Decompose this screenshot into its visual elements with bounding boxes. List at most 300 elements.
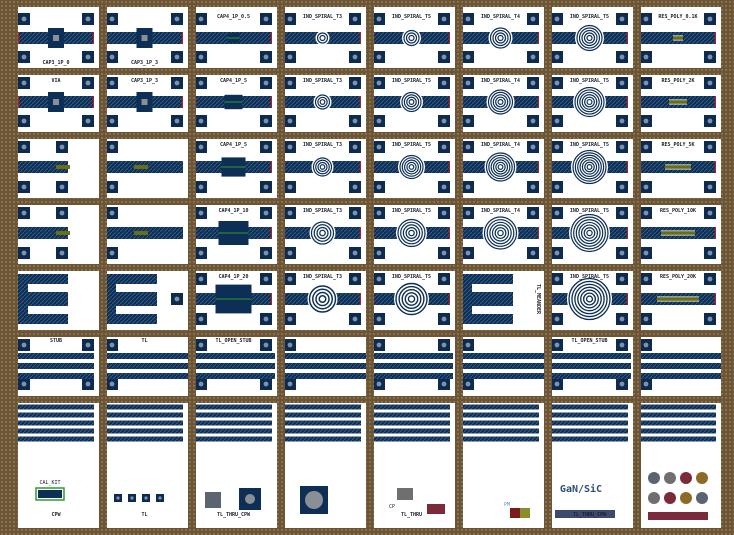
probe-pad-dot xyxy=(175,17,180,22)
cpw-line xyxy=(106,429,183,434)
probe-pad-dot xyxy=(620,211,625,216)
cell-label: TL xyxy=(141,338,148,344)
cpw-line xyxy=(373,429,450,434)
ground-mark xyxy=(449,293,450,305)
probe-pad-dot xyxy=(110,251,115,256)
probe-pad-dot xyxy=(377,17,382,22)
device-cell xyxy=(551,273,628,325)
probe-pad-dot xyxy=(264,251,269,256)
probe-pad-dot xyxy=(199,382,204,387)
ground-mark xyxy=(715,293,716,305)
cp-label: CP xyxy=(389,504,396,510)
cpw-line xyxy=(195,437,272,442)
test-pad-dot xyxy=(245,494,255,504)
marker-circle xyxy=(648,472,660,484)
cell-label: RES_POLY_10K xyxy=(659,208,697,214)
cell-label: IND_SPIRAL_T5 xyxy=(569,208,610,214)
via-square xyxy=(53,99,59,105)
device-cell xyxy=(195,141,272,193)
probe-pad-dot xyxy=(708,81,713,86)
probe-pad-dot xyxy=(288,17,293,22)
probe-pad-dot xyxy=(708,277,713,282)
device-cell xyxy=(640,77,716,127)
pm-label: PM xyxy=(504,502,511,508)
probe-pad-dot xyxy=(116,496,119,499)
cell-label: CPW xyxy=(51,512,61,518)
meander-label: TL_MEANDER xyxy=(535,283,541,315)
device-cell xyxy=(551,77,628,127)
probe-pad-dot xyxy=(199,251,204,256)
probe-pad-dot xyxy=(555,145,560,150)
test-pad-dot xyxy=(305,491,323,509)
cpw-line xyxy=(462,421,539,426)
probe-pad-dot xyxy=(466,55,471,60)
cell-label: IND_SPIRAL_T5 xyxy=(391,142,432,148)
device-cell xyxy=(373,13,450,63)
probe-pad-dot xyxy=(264,17,269,22)
cap-dielectric xyxy=(222,166,246,168)
cpw-line xyxy=(18,353,94,359)
cpw-line xyxy=(18,437,94,442)
device-cell xyxy=(462,405,539,519)
meander-gap xyxy=(472,306,523,314)
probe-pad-dot xyxy=(466,382,471,387)
device-cell xyxy=(284,77,361,127)
cell-label: TL_OPEN_STUB xyxy=(215,338,252,344)
poly-resistor xyxy=(669,100,687,104)
probe-pad-dot xyxy=(264,277,269,282)
probe-pad-dot xyxy=(555,81,560,86)
marker-circle xyxy=(696,472,708,484)
poly-resistor xyxy=(665,165,691,169)
cpw-line xyxy=(284,413,361,418)
probe-pad-dot xyxy=(288,119,293,124)
inductor-keepout xyxy=(400,91,423,114)
device-cell xyxy=(462,77,539,127)
probe-pad-dot xyxy=(620,277,625,282)
probe-pad-dot xyxy=(531,211,536,216)
probe-pad-dot xyxy=(264,145,269,150)
device-cell xyxy=(195,13,272,63)
cell-label: IND_SPIRAL_T3 xyxy=(302,208,343,214)
probe-pad-dot xyxy=(199,55,204,60)
probe-pad-dot xyxy=(288,382,293,387)
ground-mark xyxy=(360,227,361,239)
ground-mark xyxy=(715,161,716,173)
device-cell xyxy=(106,13,183,63)
device-cell xyxy=(106,207,183,259)
cpw-line xyxy=(195,413,272,418)
probe-pad-dot xyxy=(377,317,382,322)
poly-resistor xyxy=(661,231,695,235)
probe-pad-dot xyxy=(60,251,65,256)
cpw-line xyxy=(551,353,628,359)
cell-label: CAP4_1P_5 xyxy=(219,78,248,84)
probe-pad-dot xyxy=(110,81,115,86)
ground-mark xyxy=(271,161,272,173)
ground-mark xyxy=(271,227,272,239)
probe-pad-dot xyxy=(377,343,382,348)
probe-pad-dot xyxy=(110,119,115,124)
probe-pad-dot xyxy=(620,145,625,150)
probe-pad-dot xyxy=(620,185,625,190)
cell-label: CAP4_1P_5 xyxy=(219,142,248,148)
probe-pad-dot xyxy=(144,496,147,499)
device-cell xyxy=(373,141,450,193)
cell-label: IND_SPIRAL_T4 xyxy=(480,208,521,214)
device-cell xyxy=(106,405,183,503)
cell-label: IND_SPIRAL_T5 xyxy=(391,78,432,84)
ground-mark xyxy=(715,227,716,239)
cal-label: CAL_KIT xyxy=(39,480,61,486)
device-cell xyxy=(284,141,361,193)
probe-pad-dot xyxy=(353,211,358,216)
probe-pad-dot xyxy=(620,317,625,322)
cpw-line xyxy=(195,429,272,434)
cell-label: TL_THRU xyxy=(400,512,423,518)
device-cell xyxy=(462,207,539,259)
dicing-street-horizontal xyxy=(0,132,734,139)
cell-label: IND_SPIRAL_T5 xyxy=(391,14,432,20)
cpw-line xyxy=(284,429,361,434)
probe-pad-dot xyxy=(644,382,649,387)
cell-label: RES_POLY_20K xyxy=(659,274,697,280)
probe-pad-dot xyxy=(199,17,204,22)
probe-pad-dot xyxy=(110,343,115,348)
cell-label: TL_OPEN_STUB xyxy=(571,338,608,344)
probe-pad-dot xyxy=(442,17,447,22)
cpw-line xyxy=(551,413,628,418)
ground-mark xyxy=(360,293,361,305)
probe-pad-dot xyxy=(555,119,560,124)
probe-pad-dot xyxy=(442,317,447,322)
cell-label: TL_THRU_CPW xyxy=(572,512,607,518)
marker-circle xyxy=(680,472,692,484)
device-cell xyxy=(18,339,94,390)
probe-pad-dot xyxy=(22,119,27,124)
inductor-keepout xyxy=(569,213,610,254)
cell-label: IND_SPIRAL_T4 xyxy=(480,78,521,84)
marker-grey xyxy=(397,488,413,500)
probe-pad-dot xyxy=(22,185,27,190)
cpw-line xyxy=(640,373,724,379)
via-square xyxy=(142,35,148,41)
ground-mark xyxy=(538,227,539,239)
probe-pad-dot xyxy=(175,297,180,302)
cpw-line xyxy=(640,413,716,418)
cpw-line xyxy=(640,405,716,410)
meander-line xyxy=(106,274,157,324)
dicing-street-horizontal xyxy=(0,330,734,337)
ground-mark xyxy=(18,96,19,108)
inductor-keepout xyxy=(571,149,608,186)
cpw-line xyxy=(373,373,450,379)
ground-mark xyxy=(271,32,272,44)
ground-mark xyxy=(182,96,183,108)
device-cell xyxy=(462,274,523,324)
cell-label: IND_SPIRAL_T5 xyxy=(391,274,432,280)
meander-gap xyxy=(116,284,167,292)
device-cell xyxy=(640,339,724,390)
probe-pad-dot xyxy=(555,55,560,60)
probe-pad-dot xyxy=(86,17,91,22)
probe-pad-dot xyxy=(620,251,625,256)
cpw-line xyxy=(195,405,272,410)
cpw-line xyxy=(195,421,272,426)
probe-pad-dot xyxy=(377,185,382,190)
probe-pad-dot xyxy=(22,382,27,387)
probe-pad-dot xyxy=(555,277,560,282)
probe-pad-dot xyxy=(86,382,91,387)
probe-pad-dot xyxy=(175,119,180,124)
cpw-line xyxy=(551,363,628,369)
device-cell xyxy=(18,141,70,193)
probe-pad-dot xyxy=(377,211,382,216)
poly-resistor xyxy=(673,36,683,40)
ground-mark xyxy=(715,32,716,44)
probe-pad-dot xyxy=(442,145,447,150)
cpw-line xyxy=(551,405,628,410)
probe-pad-dot xyxy=(531,17,536,22)
inductor-keepout xyxy=(567,277,612,322)
device-cell xyxy=(373,405,450,515)
cpw-line xyxy=(462,437,539,442)
probe-pad-dot xyxy=(86,81,91,86)
device-cell xyxy=(18,13,94,63)
device-cell xyxy=(551,13,628,63)
probe-pad-dot xyxy=(620,119,625,124)
probe-pad-dot xyxy=(644,317,649,322)
probe-pad-dot xyxy=(288,185,293,190)
probe-pad-dot xyxy=(199,145,204,150)
meander-gap xyxy=(28,284,78,292)
cell-label: CAP3_1P_0 xyxy=(42,60,70,66)
cell-label: VIA xyxy=(51,78,61,84)
probe-pad-dot xyxy=(86,55,91,60)
device-cell xyxy=(284,405,361,515)
cpw-line xyxy=(551,421,628,426)
probe-pad-dot xyxy=(130,496,133,499)
device-cell xyxy=(106,77,183,127)
cpw-line xyxy=(195,353,272,359)
probe-pad-dot xyxy=(110,185,115,190)
cell-label: CAP3_1P_3 xyxy=(130,60,159,66)
ground-mark xyxy=(93,32,94,44)
probe-pad-dot xyxy=(531,81,536,86)
device-cell xyxy=(18,274,78,324)
probe-pad-dot xyxy=(264,81,269,86)
probe-pad-dot xyxy=(353,119,358,124)
poly-resistor xyxy=(657,297,699,301)
probe-pad-dot xyxy=(555,382,560,387)
meander-line xyxy=(462,274,513,324)
probe-pad-dot xyxy=(353,277,358,282)
probe-pad-dot xyxy=(353,17,358,22)
probe-pad-dot xyxy=(288,251,293,256)
probe-pad-dot xyxy=(531,185,536,190)
cpw-line xyxy=(284,437,361,442)
probe-pad-dot xyxy=(555,251,560,256)
probe-pad-dot xyxy=(644,211,649,216)
cpw-line xyxy=(195,373,272,379)
probe-pad-dot xyxy=(288,145,293,150)
cell-label: IND_SPIRAL_T3 xyxy=(302,274,343,280)
probe-pad-dot xyxy=(22,211,27,216)
probe-pad-dot xyxy=(466,119,471,124)
cell-label: CAP4_1P_0.5 xyxy=(216,14,251,20)
probe-pad-dot xyxy=(644,145,649,150)
dicing-street-horizontal xyxy=(0,264,734,271)
probe-pad-dot xyxy=(199,317,204,322)
ground-mark xyxy=(538,96,539,108)
device-cell xyxy=(462,141,539,193)
probe-pad-dot xyxy=(288,55,293,60)
cpw-line xyxy=(373,363,450,369)
device-cell xyxy=(195,339,272,390)
probe-pad-dot xyxy=(110,382,115,387)
dicing-street-horizontal xyxy=(0,396,734,403)
cpw-line xyxy=(18,421,94,426)
ground-mark xyxy=(360,161,361,173)
cpw-line xyxy=(106,437,183,442)
inductor-keepout xyxy=(312,156,334,178)
marker-strip xyxy=(648,512,708,520)
cpw-line xyxy=(640,363,724,369)
probe-pad-dot xyxy=(353,251,358,256)
thin-resistor xyxy=(56,165,70,169)
probe-pad-dot xyxy=(377,81,382,86)
cpw-line xyxy=(106,421,183,426)
cell-label: IND_SPIRAL_T5 xyxy=(569,274,610,280)
cap-dielectric xyxy=(219,232,249,234)
probe-pad-dot xyxy=(442,81,447,86)
device-cell xyxy=(551,141,628,193)
dicing-street-horizontal xyxy=(0,0,734,7)
probe-pad-dot xyxy=(442,343,447,348)
device-cell xyxy=(551,207,628,259)
inductor-keepout xyxy=(314,93,332,111)
probe-pad-dot xyxy=(708,185,713,190)
cpw-line xyxy=(462,413,539,418)
ground-mark xyxy=(449,161,450,173)
meander-gap xyxy=(116,306,167,314)
ground-mark xyxy=(627,32,628,44)
cell-label: TL_THRU_CPW xyxy=(216,512,251,518)
cell-label: IND_SPIRAL_T4 xyxy=(480,142,521,148)
cap-dielectric xyxy=(216,298,252,300)
probe-pad-dot xyxy=(620,55,625,60)
probe-pad-dot xyxy=(555,17,560,22)
cell-label: IND_SPIRAL_T3 xyxy=(302,78,343,84)
probe-pad-dot xyxy=(466,81,471,86)
probe-pad-dot xyxy=(531,251,536,256)
cell-label: IND_SPIRAL_T4 xyxy=(480,14,521,20)
probe-pad-dot xyxy=(620,81,625,86)
cell-label: CAP4_1P_20 xyxy=(218,274,249,280)
ground-mark xyxy=(449,96,450,108)
probe-pad-dot xyxy=(377,382,382,387)
device-cell xyxy=(284,13,361,63)
probe-pad-dot xyxy=(288,317,293,322)
probe-pad-dot xyxy=(377,277,382,282)
probe-pad-dot xyxy=(199,185,204,190)
probe-pad-dot xyxy=(644,251,649,256)
marker-olive xyxy=(520,508,530,518)
ground-mark xyxy=(271,293,272,305)
device-cell xyxy=(195,405,272,511)
dicing-street-horizontal xyxy=(0,68,734,75)
cpw-line xyxy=(640,437,716,442)
probe-pad-dot xyxy=(466,343,471,348)
ground-mark xyxy=(449,32,450,44)
probe-pad-dot xyxy=(86,119,91,124)
device-cell xyxy=(462,13,539,63)
cpw-line xyxy=(373,413,450,418)
ground-mark xyxy=(627,293,628,305)
cell-label: IND_SPIRAL_T5 xyxy=(569,142,610,148)
probe-pad-dot xyxy=(644,55,649,60)
probe-pad-dot xyxy=(288,211,293,216)
probe-pad-dot xyxy=(353,145,358,150)
probe-pad-dot xyxy=(466,17,471,22)
probe-pad-dot xyxy=(158,496,161,499)
device-cell xyxy=(373,339,450,390)
cell-label: STUB xyxy=(49,338,63,344)
dicing-street-horizontal xyxy=(0,198,734,205)
cpw-line xyxy=(106,413,183,418)
device-cell xyxy=(640,141,716,193)
ground-mark xyxy=(627,227,628,239)
probe-pad-dot xyxy=(22,17,27,22)
probe-pad-dot xyxy=(708,119,713,124)
probe-pad-dot xyxy=(555,343,560,348)
probe-pad-dot xyxy=(60,145,65,150)
probe-pad-dot xyxy=(264,382,269,387)
cpw-line xyxy=(640,421,716,426)
ground-mark xyxy=(715,96,716,108)
cap-dielectric xyxy=(225,101,243,103)
marker-circle xyxy=(680,492,692,504)
probe-pad-dot xyxy=(708,145,713,150)
ground-mark xyxy=(538,32,539,44)
device-cell xyxy=(195,273,272,325)
probe-pad-dot xyxy=(22,251,27,256)
probe-pad-dot xyxy=(708,251,713,256)
device-cell xyxy=(640,13,716,63)
cpw-line xyxy=(284,405,361,410)
cell-label: IND_SPIRAL_T5 xyxy=(391,208,432,214)
inductor-keepout xyxy=(308,284,338,314)
cpw-line xyxy=(373,405,450,410)
marker-circle xyxy=(664,492,676,504)
probe-pad-dot xyxy=(708,17,713,22)
probe-pad-dot xyxy=(353,185,358,190)
probe-pad-dot xyxy=(22,343,27,348)
probe-pad-dot xyxy=(264,185,269,190)
probe-pad-dot xyxy=(110,55,115,60)
cpw-line xyxy=(462,429,539,434)
probe-pad-dot xyxy=(644,17,649,22)
probe-pad-dot xyxy=(110,145,115,150)
inductor-keepout xyxy=(402,29,421,48)
probe-pad-dot xyxy=(377,145,382,150)
cpw-line xyxy=(551,429,628,434)
ground-mark xyxy=(627,96,628,108)
ground-mark xyxy=(449,227,450,239)
probe-pad-dot xyxy=(531,55,536,60)
probe-pad-dot xyxy=(353,317,358,322)
ground-mark xyxy=(627,161,628,173)
